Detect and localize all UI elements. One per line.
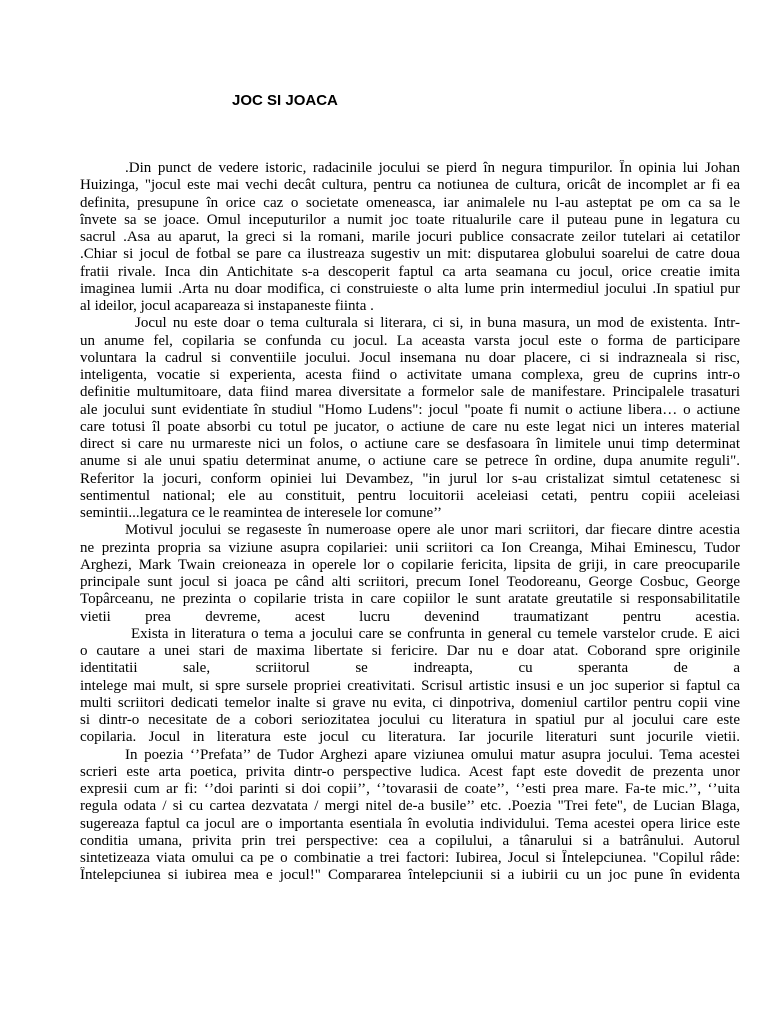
text-line: imaginea lumii .Arta nu doar modifica, ci construieste o alta lume prin intermediul jocului .In spatiul pur [80,280,740,297]
text-line: expresii cum ar fi: ‘’doi parinti si doi copii’’, ‘’tovarasii de coate’’, ‘’esti prea mare. Fa-te mic.’’, ‘’uita [80,781,740,797]
text-line: definita, presupune în orice caz o societate omeneasca, iar animalele nu l-au asteptat pe om ca sa le [80,194,740,211]
text-line: o cautare a unei stari de maxima libertate si fericire. Dar nu e doar atat. Coborand spre originile [80,643,740,659]
text-line: .Din punct de vedere istoric, radacinile jocului se pierd în negura timpurilor. În opinia lui Johan [125,160,740,176]
text-line: voluntara la cadrul si conventiile jocului. Jocul insemana nu doar placere, ci si indrazneala si risc, [80,349,740,366]
paragraph-1 [80,160,740,315]
text-line: direct si care nu urmareste nici un folos, o actiune care se desfasoara în limitele unui timp determinat [80,436,740,452]
text-line: Exista in literatura o tema a jocului care se confrunta in general cu temele varstelor crude. E aici [131,625,740,642]
document-body [80,160,740,885]
text-line: scrieri este arta poetica, privita dintr-o perspective ludica. Acest fapt este dovedit de prezenta unor [80,763,740,780]
text-line: In poezia ‘’Prefata’’ de Tudor Arghezi apare viziunea omului matur asupra jocului. Tema acestei [125,746,740,763]
text-line: sacrul .Asa au aparut, la greci si la romani, marile jocuri publice consacrate zeilor tutelari ai cetatilor [80,229,740,245]
text-line: .Chiar si jocul de fotbal se pare ca ilustreaza sugestiv un mit: disputarea globului soarelui de catre doua [80,246,740,263]
text-line: ne prezinta propria sa viziune asupra copilariei: unii scriitori ca Ion Creanga, Mihai Eminescu, Tudor [80,539,740,556]
text-line: sintetizeaza viata omului ca pe o combinatie a trei factori: Iubirea, Jocul si Întelepciunea. "Copilul râde: [80,850,740,866]
text-line: al ideilor, jocul acapareaza si instapaneste fiinta . [80,298,374,314]
text-line: regula odata / si cu cartea dezvatata / mergi nitel de-a busile’’ etc. .Poezia "Trei fete", de Lucian Blaga, [80,798,740,815]
text-line: sugereaza faptul ca jocul are o importanta esentiala în evolutia individului. Tema acestei opera lirice este [80,815,740,832]
text-line: Referitor la jocuri, conform opiniei lui Devambez, "in jurul lor s-au cristalizat simtul cetatenesc si [80,470,740,487]
text-line: vietii prea devreme, acest lucru devenind traumatizant pentru acestia. [80,608,740,625]
text-line: sentimentul national; ele au constituit, pentru locuitorii aceleiasi cetati, pentru copiii aceleiasi [80,487,740,504]
text-line: Huizinga, "jocul este mai vechi decât cultura, pentru ca notiunea de cultura, oricât de incomplet ar fi ea [80,177,740,194]
text-line: identitatii sale, scriitorul se indreapta, cu speranta de a [80,660,740,677]
text-line: inteligenta, vocatie si experienta, acesta fiind o activitate umana complexa, greu de cuprins intr-o [80,367,740,383]
text-line: Topârceanu, ne prezinta o copilarie trista in care copiilor le sunt aratate greutatile si responsabilitatile [80,591,740,608]
text-line: Arghezi, Mark Twain creioneaza in operele lor o copilarie fericita, lipsita de griji, in care preocuparile [80,556,740,573]
text-line: care totusi îl poate absorbi cu totul pe jucator, o actiune de care nu este legat nici un interes material [80,418,740,435]
text-line: principale sunt jocul si joaca pe când alti scriitori, precum Ionel Teodoreanu, George Cosbuc, George [80,574,740,590]
paragraph-5 [80,747,740,885]
text-line: anume si ale unui spatiu determinat anume, o actiune care se petrece în ordine, dupa anumite reguli". [80,453,740,470]
paragraph-2 [80,315,740,522]
text-line: ale jocului sunt evidentiate în studiul "Homo Ludens": jocul "poate fi numit o actiune libera… o actiune [80,401,740,418]
document-title: JOC SI JOACA [232,92,338,109]
paragraph-4 [80,626,740,747]
text-line: definitie multumitoare, data fiind marea diversitate a formelor sale de manifestare. Principalele trasaturi [80,384,740,401]
text-line: conditia umana, privita prin trei perspective: cea a copilului, a tânarului si a batrânului. Autorul [80,832,740,849]
text-line: Întelepciunea si iubirea mea e jocul!" Compararea întelepciunii si a iubirii cu un joc pune în evidenta [80,867,740,884]
text-line: un anume fel, copilaria se confunda cu jocul. La aceasta varsta jocul este o forma de participare [80,332,740,349]
paragraph-3 [80,522,740,626]
text-line: fratii rivale. Inca din Antichitate s-a descoperit faptul ca arta seamana cu jocul, orice creatie imita [80,263,740,280]
text-line: multi scriitori dedicati temelor inalte si grave nu evita, ci dinpotriva, domeniul cartilor pentru copii vine [80,694,740,711]
text-line: învete sa se joace. Omul inceputurilor a numit joc toate ritualurile care il puteau pune in legatura cu [80,211,740,228]
text-line: Motivul jocului se regaseste în numeroase opere ale unor mari scriitori, dar fiecare dintre acestia [125,522,740,539]
text-line: copilaria. Jocul in literatura este jocul cu literatura. Iar jocurile literaturi sunt jocurile vietii. [80,729,740,746]
text-line: intelege mai mult, si spre sursele propriei creativitati. Scrisul artistic insusi e un joc superior si faptul ca [80,677,740,694]
text-line: semintii...legatura ce le reamintea de interesele lor comune’’ [80,505,443,521]
text-line: si dintr-o necesitate de a cobori seriozitatea jocului cu literatura in spatiul pur al jocului care este [80,712,740,728]
text-line: Jocul nu este doar o tema culturala si literara, ci si, in buna masura, un mod de existenta. Intr- [135,315,740,332]
